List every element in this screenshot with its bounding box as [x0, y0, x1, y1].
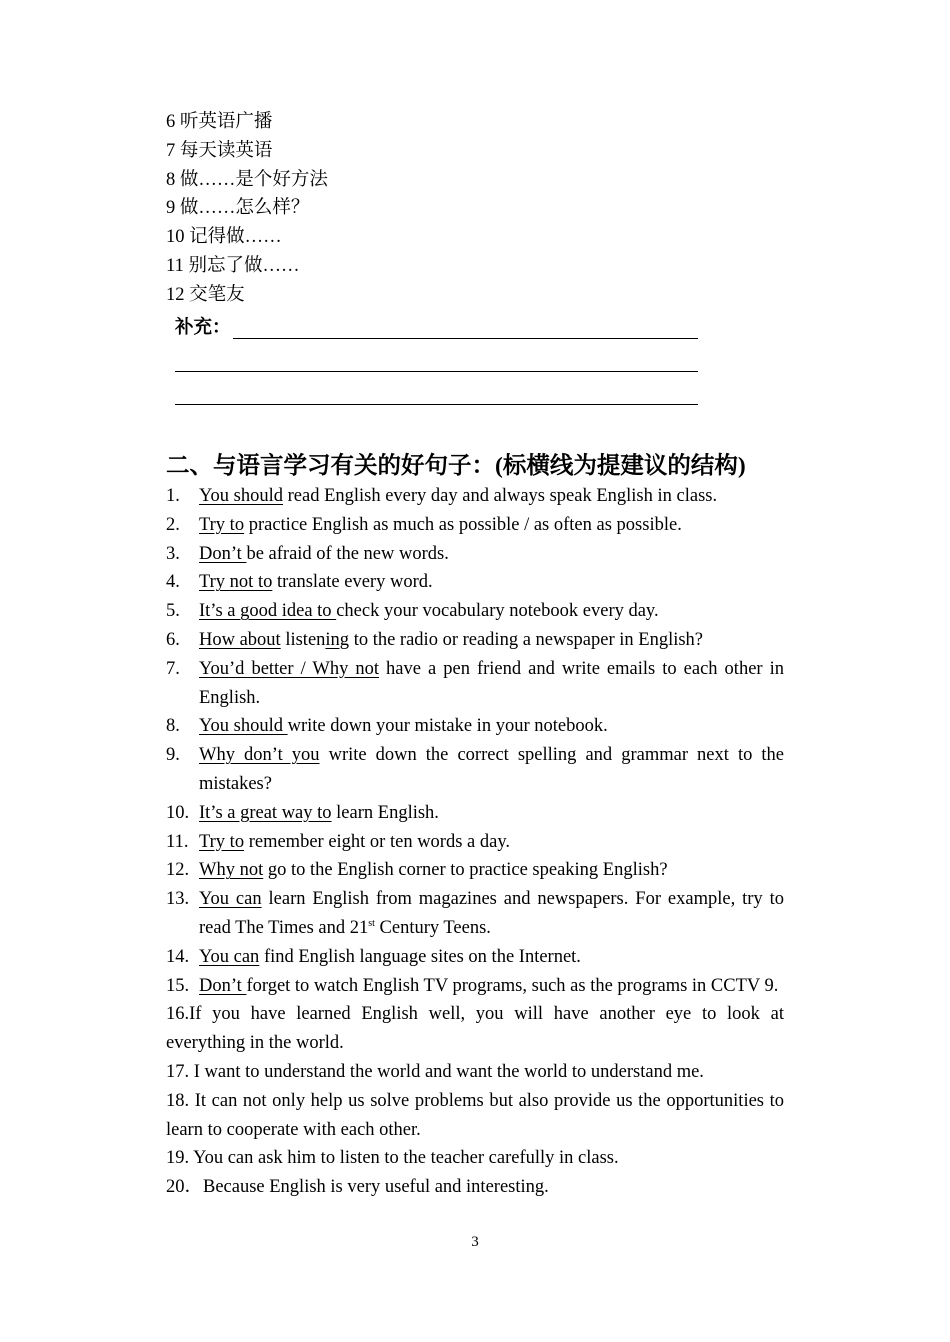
blank-line [175, 371, 698, 372]
plain-sentence: 16.If you have learned English well, you will have another eye to look at everything in the world. [166, 1004, 784, 1054]
blank-line [233, 338, 698, 339]
supplement-label: 补充： [175, 317, 231, 338]
sentence-text: be afraid of the new words. [246, 543, 449, 564]
sentence-text: practice English as much as possible / as often as possible. [244, 514, 682, 535]
phrase-item: 9 做……怎么样？ [166, 198, 310, 219]
sentence-text: read English every day and always speak English in class. [282, 486, 718, 506]
phrase-item: 8 做……是个好方法 [166, 169, 328, 190]
suggestion-structure: It’s a great way to [199, 802, 332, 823]
suggestion-structure: You’d better / Why not [199, 658, 380, 679]
phrase-item: 7 每天读英语 [166, 140, 273, 161]
sentence-text: go to the English corner to practice speaking English? [263, 860, 668, 881]
suggestion-structure: You should [199, 486, 283, 506]
list-item [166, 568, 784, 597]
sentence-list [166, 482, 784, 1202]
blank-line [175, 404, 698, 405]
list-item [166, 626, 784, 655]
item-number: 6. [166, 629, 180, 650]
plain-sentence: 19. You can ask him to listen to the teacher carefully in class. [166, 1148, 619, 1169]
list-item [166, 712, 784, 741]
phrase-item: 10 记得做…… [166, 227, 282, 248]
list-item [166, 482, 784, 511]
supplement-block [175, 310, 698, 409]
sentence-text: remember eight or ten words a day. [244, 831, 511, 852]
plain-sentence: 20．Because English is very useful and interesting. [166, 1177, 549, 1198]
sentence-text: check your vocabulary notebook every day. [336, 601, 659, 622]
suggestion-structure: Don’t [199, 543, 247, 564]
sentence-text: listen [280, 629, 326, 650]
suggestion-structure: Try to [199, 514, 245, 535]
sentence-text: to the radio or reading a newspaper in English? [349, 629, 704, 650]
suggestion-structure: Why not [199, 860, 264, 881]
list-item [166, 828, 784, 857]
suggestion-structure: Try not to [199, 572, 273, 593]
supplement-line [175, 310, 698, 343]
suggestion-structure: Don’t [199, 975, 247, 996]
supplement-line [175, 343, 698, 376]
suggestion-structure: You should [199, 716, 288, 737]
suggestion-structure: Why don’t you [199, 745, 320, 766]
item-number: 1. [166, 486, 180, 506]
item-number: 10. [166, 802, 190, 823]
item-number: 2. [166, 514, 180, 535]
list-item [166, 799, 784, 828]
item-number: 12. [166, 860, 190, 881]
item-number: 4. [166, 572, 180, 593]
list-item [166, 655, 784, 713]
sentence-text: have a pen friend and write emails to each other in English. [199, 658, 784, 708]
list-item [166, 943, 784, 972]
item-number: 15. [166, 975, 190, 996]
list-item [166, 540, 784, 569]
sentence-text: forget to watch English TV programs, such as the programs in CCTV 9. [246, 975, 779, 996]
suggestion-structure: ing [325, 629, 350, 650]
sentence-text: write down your mistake in your notebook. [287, 716, 608, 737]
suggestion-structure: How about [199, 629, 281, 650]
phrase-list [166, 108, 328, 310]
superscript: st [368, 917, 375, 929]
list-item [166, 511, 784, 540]
supplement-line [175, 376, 698, 409]
item-number: 11. [166, 831, 189, 852]
sentence-text: find English language sites on the Internet. [259, 946, 581, 967]
plain-sentence: 17. I want to understand the world and want the world to understand me. [166, 1061, 704, 1082]
phrase-item: 11 别忘了做…… [166, 255, 300, 276]
list-item [166, 597, 784, 626]
item-number: 3. [166, 543, 180, 564]
list-item [166, 885, 784, 943]
phrase-item: 12 交笔友 [166, 284, 245, 305]
list-item [166, 972, 784, 1001]
item-number: 9. [166, 745, 180, 766]
item-number: 13. [166, 889, 190, 910]
suggestion-structure: You can [199, 946, 260, 967]
item-number: 8. [166, 716, 180, 737]
suggestion-structure: It’s a good idea to [199, 601, 337, 622]
plain-sentence: 18. It can not only help us solve problems but also provide us the opportunities to learn to cooperate with each other. [166, 1090, 784, 1140]
sentence-text: translate every word. [272, 572, 433, 593]
phrase-item: 6 听英语广播 [166, 112, 273, 132]
item-number: 7. [166, 658, 180, 679]
section-title: 二、与语言学习有关的好句子：(标横线为提建议的结构) [166, 453, 746, 479]
suggestion-structure: Try to [199, 831, 245, 852]
list-item [166, 856, 784, 885]
list-item [166, 741, 784, 799]
sentence-text: learn English from magazines and newspapers. For example, try to read The Times and 21 [199, 889, 784, 938]
suggestion-structure: You can [199, 889, 262, 910]
sentence-text: learn English. [331, 802, 439, 823]
sentence-text: write down the correct spelling and grammar next to the mistakes? [199, 745, 784, 794]
sentence-text: Century Teens. [374, 917, 491, 938]
item-number: 5. [166, 601, 180, 622]
item-number: 14. [166, 946, 190, 967]
page-number: 3 [471, 1234, 479, 1250]
